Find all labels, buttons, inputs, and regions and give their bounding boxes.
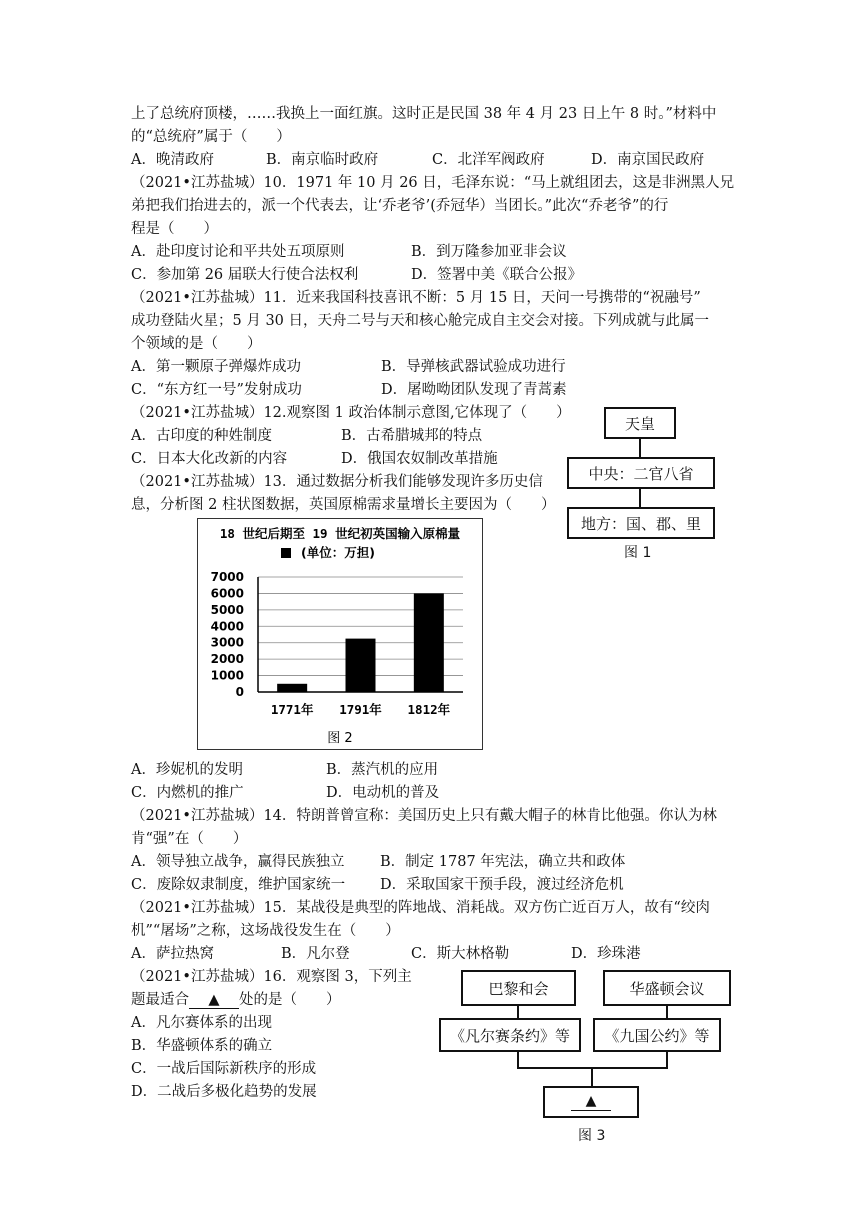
q14-option-a: A．领导独立战争，赢得民族独立 — [131, 854, 345, 870]
y-tick-label: 6000 — [210, 586, 244, 601]
y-tick-label: 4000 — [210, 619, 244, 634]
q14-option-b: B．制定 1787 年宪法，确立共和政体 — [380, 854, 626, 870]
q10-stem-line1: （2021•江苏盐城）10．1971 年 10 月 26 日，毛泽东说：“马上就组团去，这是非洲黑人兄 — [131, 175, 735, 191]
q15-stem-line2: 机”“屠场”之称，这场战役发生在（ ） — [131, 923, 400, 939]
q13-option-d: D．电动机的普及 — [326, 785, 440, 801]
q9-option-c: C．北洋军阀政府 — [432, 152, 545, 168]
fig3-paris-box: 巴黎和会 — [461, 970, 576, 1006]
q10-stem-line3: 程是（ ） — [131, 221, 218, 237]
y-tick-label: 3000 — [210, 635, 244, 650]
legend-label: (单位：万担) — [301, 545, 375, 560]
q10-option-d: D．签署中美《联合公报》 — [411, 267, 583, 283]
q15-stem-line1: （2021•江苏盐城）15．某战役是典型的阵地战、消耗战。双方伤亡近百万人，故有“绞肉 — [131, 900, 710, 916]
x-tick-label: 1771年 — [270, 702, 314, 717]
chart-title: 18 世纪后期至 19 世纪初英国输入原棉量 — [219, 526, 461, 541]
q16-option-c: C．一战后国际新秩序的形成 — [131, 1061, 317, 1077]
chart-svg — [198, 519, 482, 749]
q13-option-a: A．珍妮机的发明 — [131, 762, 243, 778]
q11-option-d: D．屠呦呦团队发现了青蒿素 — [381, 382, 567, 398]
q16-stem-suffix: 处的是（ ） — [239, 992, 341, 1008]
q9-option-b: B．南京临时政府 — [266, 152, 379, 168]
fig1-emperor-box: 天皇 — [604, 407, 676, 439]
q9-option-a: A．晚清政府 — [131, 152, 214, 168]
q13-option-b: B．蒸汽机的应用 — [326, 762, 439, 778]
q12-stem: （2021•江苏盐城）12.观察图 1 政治体制示意图,它体现了（ ） — [131, 405, 571, 421]
q15-option-b: B．凡尔登 — [281, 946, 350, 962]
x-tick-label: 1812年 — [407, 702, 451, 717]
fig1-central-box: 中央：二官八省 — [567, 457, 715, 489]
figure-2-chart — [197, 518, 483, 750]
chart-caption: 图 2 — [327, 731, 353, 746]
q15-option-d: D．珍珠港 — [571, 946, 641, 962]
fig1-caption: 图 1 — [624, 545, 652, 561]
fig1-connector-2 — [639, 489, 641, 508]
bar-1791年 — [346, 639, 376, 692]
q9-stem-line1: 上了总统府顶楼，……我换上一面红旗。这时正是民国 38 年 4 月 23 日上午 8 时。”材料中 — [131, 106, 717, 122]
q12-option-a: A．古印度的种姓制度 — [131, 428, 272, 444]
q16-blank: ▲ — [189, 992, 239, 1009]
q9-option-d: D．南京国民政府 — [591, 152, 705, 168]
q11-stem-line1: （2021•江苏盐城）11．近来我国科技喜讯不断：5 月 15 日，天问一号携带的“祝融号” — [131, 290, 701, 306]
fig1-connector-1 — [639, 439, 641, 458]
q12-option-d: D．俄国农奴制改革措施 — [341, 451, 498, 467]
q10-option-a: A．赴印度讨论和平共处五项原则 — [131, 244, 345, 260]
y-tick-label: 1000 — [210, 668, 244, 683]
q15-option-c: C．斯大林格勒 — [411, 946, 510, 962]
fig3-theme-blank: ▲ — [571, 1092, 611, 1111]
q11-stem-line2: 成功登陆火星；5 月 30 日，天舟二号与天和核心舱完成自主交会对接。下列成就与此属一 — [131, 313, 709, 329]
q16-option-a: A．凡尔赛体系的出现 — [131, 1015, 272, 1031]
q11-stem-line3: 个领域的是（ ） — [131, 336, 262, 352]
y-tick-label: 2000 — [210, 652, 244, 667]
q9-stem-line2: 的“总统府”属于（ ） — [131, 129, 291, 145]
fig3-caption: 图 3 — [578, 1128, 606, 1144]
q14-stem-line2: 肯“强”在（ ） — [131, 831, 248, 847]
q11-option-a: A．第一颗原子弹爆炸成功 — [131, 359, 301, 375]
q14-option-d: D．采取国家干预手段，渡过经济危机 — [380, 877, 624, 893]
fig3-washington-box: 华盛顿会议 — [603, 970, 731, 1006]
q10-option-b: B．到万隆参加亚非会议 — [411, 244, 567, 260]
q16-option-b: B．华盛顿体系的确立 — [131, 1038, 273, 1054]
fig3-connector-right-2 — [666, 1052, 668, 1068]
fig3-theme-box — [543, 1086, 639, 1118]
q13-option-c: C．内燃机的推广 — [131, 785, 244, 801]
q16-stem-line1: （2021•江苏盐城）16．观察图 3，下列主 — [131, 969, 412, 985]
q16-stem-prefix: 题最适合 — [131, 992, 189, 1008]
fig3-nine-power-box: 《九国公约》等 — [593, 1018, 721, 1052]
fig3-connector-center — [591, 1067, 593, 1087]
y-tick-label: 7000 — [210, 570, 244, 584]
y-tick-label: 0 — [235, 685, 244, 699]
q11-option-b: B．导弹核武器试验成功进行 — [381, 359, 566, 375]
y-tick-label: 5000 — [210, 602, 244, 617]
fig1-local-box: 地方：国、郡、里 — [567, 507, 715, 539]
fig3-versailles-box: 《凡尔赛条约》等 — [439, 1018, 581, 1052]
q16-option-d: D．二战后多极化趋势的发展 — [131, 1084, 317, 1100]
x-tick-label: 1791年 — [339, 702, 382, 717]
q12-option-b: B．古希腊城邦的特点 — [341, 428, 483, 444]
q10-option-c: C．参加第 26 届联大行使合法权利 — [131, 267, 359, 283]
fig3-connector-left-2 — [517, 1052, 519, 1068]
q12-option-c: C．日本大化改新的内容 — [131, 451, 288, 467]
q14-option-c: C．废除奴隶制度，维护国家统一 — [131, 877, 346, 893]
legend-swatch — [281, 548, 291, 558]
q13-stem-line2: 息，分析图 2 柱状图数据，英国原棉需求量增长主要因为（ ） — [131, 497, 556, 513]
bar-1771年 — [277, 684, 307, 692]
q15-option-a: A．萨拉热窝 — [131, 946, 214, 962]
q13-stem-line1: （2021•江苏盐城）13．通过数据分析我们能够发现许多历史信 — [131, 474, 543, 490]
q10-stem-line2: 弟把我们抬进去的，派一个代表去，让‘乔老爷’(乔冠华）当团长。”此次“乔老爷”的行 — [131, 198, 669, 214]
bar-1812年 — [414, 593, 444, 692]
q11-option-c: C．“东方红一号”发射成功 — [131, 382, 302, 398]
q14-stem-line1: （2021•江苏盐城）14．特朗普曾宣称：美国历史上只有戴大帽子的林肯比他强。你认为林 — [131, 808, 717, 824]
q16-stem-line2 — [131, 990, 341, 1010]
